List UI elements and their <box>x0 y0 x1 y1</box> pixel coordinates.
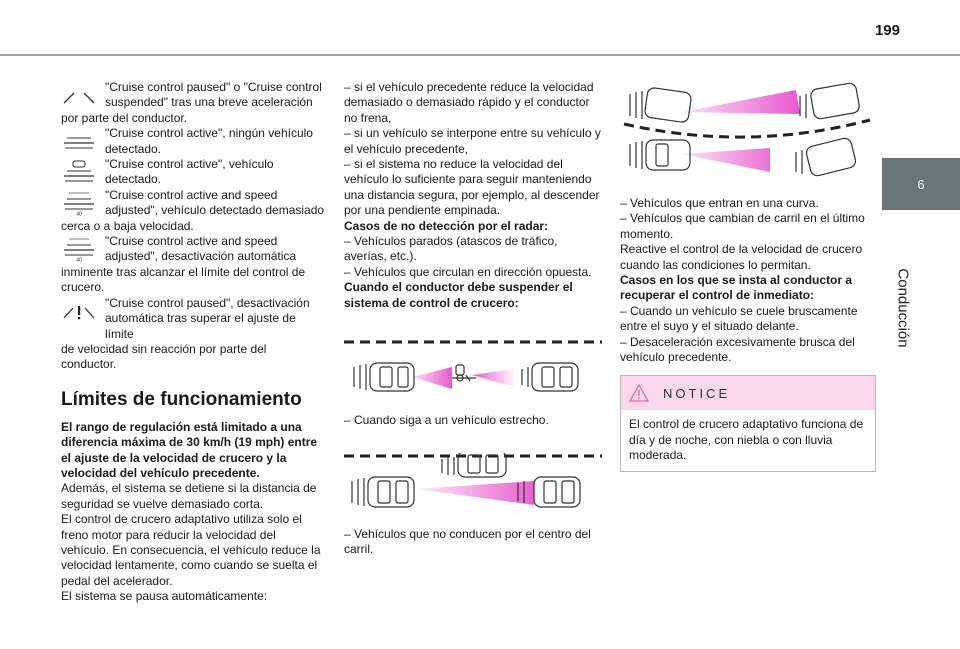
urge-item-1: – Cuando un vehículo se cuele bruscamente entre el suyo y el situado delante. <box>620 303 858 334</box>
cruise-paused-icon <box>61 82 97 108</box>
status-text-1a: "Cruise control paused" o "Cruise control <box>105 80 322 94</box>
narrow-vehicle-illustration <box>344 339 602 401</box>
chapter-number: 6 <box>917 176 925 192</box>
status-text-4b: adjusted", vehículo detectado demasiado <box>105 203 325 218</box>
chapter-title-text: Conducción <box>894 268 912 348</box>
status-item-paused <box>61 80 325 126</box>
notice-body: El control de crucero adaptativo funciona de día y de noche, con niebla o con lluvia moderada. <box>629 417 864 463</box>
status-item-deactivation <box>61 234 325 296</box>
status-text-5a: "Cruise control active and speed <box>105 234 278 249</box>
urge-item-2: – Desaceleración excesivamente brusca del vehículo precedente. <box>620 334 855 365</box>
speed-limit-label-2: 40 <box>76 257 82 263</box>
curve-lanechange-illustration <box>620 80 876 188</box>
column-middle <box>344 80 602 557</box>
notice-header <box>621 376 875 410</box>
pause-item-3: – si el sistema no reduce la velocidad del vehículo lo suficiente para seguir manteniendo una distancia segura, por ejemplo, al descender por una pendiente empinada. <box>344 157 600 218</box>
intro-bold: El rango de regulación está limitado a una diferencia máxima de 30 km/h (19 mph) entre el ajuste de la velocidad de crucero y la velocidad del vehículo precedente. <box>61 419 318 480</box>
paragraph-2: El control de crucero adaptativo utiliza solo el freno motor para reducir la velocidad del vehículo. En consecuencia, el vehículo reduce la velocidad lentamente, como cuando se suelta el pedal del acelerador. <box>61 512 321 588</box>
notice-title: NOTICE <box>663 385 731 401</box>
status-text-5c: inminente tras alcanzar el límite del control de crucero. <box>61 264 306 295</box>
paragraph-1: Además, el sistema se detiene si la distancia de seguridad se vuelve demasiado corta. <box>61 481 317 511</box>
notice-box <box>620 375 876 471</box>
status-text-6b: automática tras superar el ajuste de límite <box>105 311 296 341</box>
reactivate-text: Reactive el control de la velocidad de crucero cuando las condiciones lo permitan. <box>620 242 863 272</box>
status-text-4c: cerca o a baja velocidad. <box>61 218 194 233</box>
status-text-6c: de velocidad sin reacción por parte del conductor. <box>61 341 267 372</box>
suspend-heading: Cuando el conductor debe suspender el sistema de control de crucero: <box>344 280 573 310</box>
radar-heading: Casos de no detección por el radar: <box>344 218 549 233</box>
status-text-6a: "Cruise control paused", desactivación <box>105 295 310 310</box>
status-text-4a: "Cruise control active and speed <box>105 187 278 202</box>
urge-heading: Casos en los que se insta al conductor a recuperar el control de inmediato: <box>620 273 853 303</box>
status-text-1c: por parte del conductor. <box>61 110 188 125</box>
paused-warning-icon <box>61 298 97 324</box>
speed-adjusted-icon <box>61 190 97 216</box>
status-text-3b: detectado. <box>105 172 162 187</box>
caption-narrow-vehicle: – Cuando siga a un vehículo estrecho. <box>344 413 549 428</box>
pause-item-1: – si el vehículo precedente reduce la velocidad demasiado o demasiado rápido y el conductor no frena, <box>344 80 594 125</box>
status-text-5b: adjusted", desactivación automática <box>105 249 297 264</box>
speed-adjusted-deactivation-icon <box>61 236 97 262</box>
status-item-paused-warning <box>61 296 325 373</box>
section-heading: Límites de funcionamiento <box>61 388 302 410</box>
curve-item-2: – Vehículos que cambian de carril en el último momento. <box>620 211 865 241</box>
column-right <box>620 80 876 472</box>
status-text-2b: detectado. <box>105 141 162 156</box>
warning-triangle-icon <box>629 384 649 402</box>
caption-offcenter-vehicle: – Vehículos que no conducen por el centro del carril. <box>344 526 591 556</box>
status-item-active <box>61 126 325 157</box>
paragraph-3: El sistema se pausa automáticamente: <box>61 589 268 604</box>
status-text-3a: "Cruise control active", vehículo <box>105 157 274 172</box>
status-text-1b: suspended" tras una breve aceleración <box>105 95 313 110</box>
radar-item-1: – Vehículos parados (atascos de tráfico, averías, etc.). <box>344 234 558 264</box>
header-rule <box>0 54 960 56</box>
status-item-speed-adjusted <box>61 188 325 234</box>
pause-item-2: – si un vehículo se interpone entre su vehículo y el vehículo precedente, <box>344 126 601 156</box>
chapter-title <box>888 238 918 378</box>
page-number: 199 <box>874 22 900 39</box>
radar-item-2: – Vehículos que circulan en dirección opuesta. <box>344 264 592 279</box>
status-text-2a: "Cruise control active", ningún vehículo <box>105 126 313 141</box>
status-item-active-vehicle <box>61 157 325 188</box>
speed-limit-label: 40 <box>76 211 82 216</box>
cruise-active-vehicle-icon <box>61 159 97 185</box>
chapter-tab[interactable] <box>882 158 960 210</box>
offcenter-vehicle-illustration <box>344 453 602 515</box>
cruise-active-icon <box>61 128 97 154</box>
curve-item-1: – Vehículos que entran en una curva. <box>620 196 819 210</box>
column-left <box>61 80 325 605</box>
